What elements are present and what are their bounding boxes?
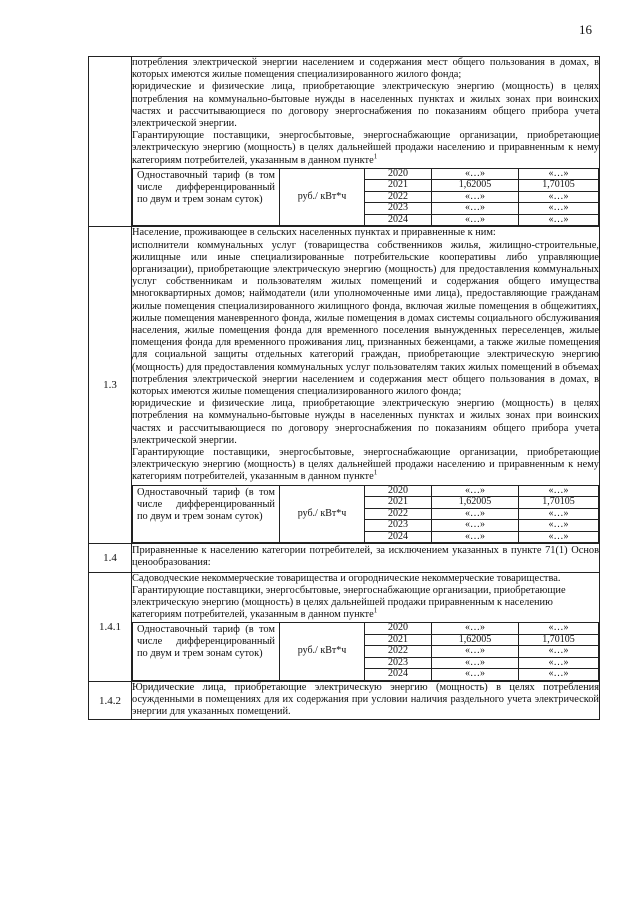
tariff-year: 2020: [365, 485, 432, 497]
tariff-value-1: «…»: [432, 203, 519, 215]
tariff-value-1: «…»: [432, 520, 519, 532]
tariff-subtable: [132, 485, 599, 544]
page-number: 16: [579, 22, 592, 37]
row-content: [132, 227, 600, 544]
table-row-1-4-2: [89, 681, 600, 720]
tariff-year: 2022: [365, 646, 432, 658]
tariff-value-1: «…»: [432, 623, 519, 635]
tariff-value-1: 1,62005: [432, 497, 519, 509]
tariff-subtable: [132, 622, 599, 681]
tariff-description: Одноставочный тариф (в том числе дифференцированный по двум и трем зонам суток): [133, 623, 280, 681]
tariff-year: 2022: [365, 508, 432, 520]
row-number: 1.4.2: [89, 681, 132, 720]
tariff-value-1: 1,62005: [432, 634, 519, 646]
paragraph: Юридические лица, приобретающие электрическую энергию (мощность) в целях потребления осужденными в помещениях для их содержания при условии наличия раздельного учета электрической энергии для указанных помещений.: [132, 681, 599, 718]
paragraph: Приравненные к населению категории потребителей, за исключением указанных в пункте 71(1) Основ ценообразования:: [132, 545, 599, 569]
paragraph: юридические и физические лица, приобретающие электрическую энергию (мощность) в целях потребления на коммунально-бытовые нужды в населенных пунктах и жилых зонах при воинских частях и рассчитывающиеся по договору энергоснабжения по показаниям общего прибора учета электрической энергии.: [132, 81, 599, 130]
tariff-description: Одноставочный тариф (в том числе дифференцированный по двум и трем зонам суток): [133, 485, 280, 543]
tariff-value-1: «…»: [432, 214, 519, 226]
tariff-value-1: «…»: [432, 508, 519, 520]
tariff-value-2: «…»: [519, 657, 599, 669]
table-row-1-3: [89, 227, 600, 544]
tariff-row: [133, 623, 599, 635]
tariff-value-1: «…»: [432, 646, 519, 658]
table-row-1-4: [89, 544, 600, 572]
paragraph: Гарантирующие поставщики, энергосбытовые, энергоснабжающие организации, приобретающие электрическую энергию (мощность) в целях дальнейшей продажи населению и приравненным к нему категориям потребителей, указанным в данном пункте$^1$: [132, 130, 599, 166]
row-content: [132, 572, 600, 681]
paragraph: Население, проживающее в сельских населенных пунктах и приравненные к ним:: [132, 227, 496, 239]
tariff-value-1: «…»: [432, 485, 519, 497]
tariff-value-2: «…»: [519, 485, 599, 497]
tariff-value-1: «…»: [432, 191, 519, 203]
paragraph: потребления электрической энергии населением и содержания мест общего пользования в домах, в которых имеются жилые помещения специализированного жилого фонда;: [132, 57, 599, 81]
tariff-year: 2020: [365, 168, 432, 180]
tariff-value-1: «…»: [432, 669, 519, 681]
tariff-document-table: [88, 56, 600, 720]
row-number: 1.4: [89, 544, 132, 572]
tariff-subtable: [132, 168, 599, 227]
tariff-row: [133, 168, 599, 180]
row-number-cell: [89, 57, 132, 227]
row-number: 1.4.1: [89, 572, 132, 681]
paragraph: исполнители коммунальных услуг (товарищества собственников жилья, жилищно-строительные, жилищные или иные специализированные потребительские кооперативы либо управляющие организации), приобретающие электрическую энергию (мощность) для предоставления коммунальных услуг собственникам и пользователям жилых помещений и содержания общего имущества многоквартирных домов; наймодатели (или уполномоченные ими лица), предоставляющие гражданам жилые помещения специализированного жилищного фонда, включая жилые помещения в общежитиях, жилые помещения маневренного фонда, жилые помещения в домах системы социального обслуживания населения, жилые помещения фонда для временного поселения вынужденных переселенцев, жилые помещения фонда для временного проживания лиц, признанных беженцами, а также жилые помещения для социальной защиты отдельных категорий граждан, приобретающие электрическую энергию (мощность) для предоставления коммунальных услуг пользователям таких жилых помещений в объемах потребления электрической энергии населением и содержания мест общего пользования в домах, в которых имеются жилые помещения специализированного жилого фонда;: [132, 239, 599, 397]
tariff-year: 2021: [365, 634, 432, 646]
tariff-value-2: «…»: [519, 203, 599, 215]
tariff-year: 2021: [365, 180, 432, 192]
tariff-value-1: «…»: [432, 531, 519, 543]
tariff-unit: руб./ кВт*ч: [280, 485, 365, 543]
paragraph: Садоводческие некоммерческие товарищества и огороднические некоммерческие товарищества.: [132, 572, 561, 584]
paragraph: юридические и физические лица, приобретающие электрическую энергию (мощность) в целях потребления на коммунально-бытовые нужды в населенных пунктах и жилых зонах при воинских частях и рассчитывающиеся по договору энергоснабжения по показаниям общего прибора учета электрической энергии.: [132, 398, 599, 446]
paragraph: Гарантирующие поставщики, энергосбытовые, энергоснабжающие организации, приобретающие электрическую энергию (мощность) в целях дальнейшей продажи приравненным к населению категориям потребителей, указанным в данном пункте$^1$: [132, 584, 566, 621]
tariff-value-2: 1,70105: [519, 634, 599, 646]
tariff-value-2: 1,70105: [519, 180, 599, 192]
footnote-mark: 1: [373, 606, 378, 615]
tariff-value-2: «…»: [519, 669, 599, 681]
tariff-value-2: «…»: [519, 168, 599, 180]
tariff-year: 2024: [365, 531, 432, 543]
tariff-year: 2024: [365, 669, 432, 681]
tariff-value-2: «…»: [519, 646, 599, 658]
tariff-value-2: 1,70105: [519, 497, 599, 509]
row-number: 1.3: [89, 227, 132, 544]
tariff-year: 2023: [365, 520, 432, 532]
tariff-value-2: «…»: [519, 191, 599, 203]
table-row-continuation: [89, 57, 600, 227]
tariff-year: 2022: [365, 191, 432, 203]
tariff-value-1: «…»: [432, 168, 519, 180]
tariff-year: 2021: [365, 497, 432, 509]
tariff-year: 2020: [365, 623, 432, 635]
tariff-value-1: «…»: [432, 657, 519, 669]
table-row-1-4-1: [89, 572, 600, 681]
row-content: [132, 544, 600, 572]
tariff-description: Одноставочный тариф (в том числе дифференцированный по двум и трем зонам суток): [133, 168, 280, 226]
tariff-value-2: «…»: [519, 623, 599, 635]
tariff-row: [133, 485, 599, 497]
tariff-year: 2024: [365, 214, 432, 226]
tariff-unit: руб./ кВт*ч: [280, 623, 365, 681]
tariff-unit: руб./ кВт*ч: [280, 168, 365, 226]
tariff-year: 2023: [365, 203, 432, 215]
row-content: [132, 681, 600, 720]
footnote-mark: 1: [373, 152, 378, 161]
tariff-value-2: «…»: [519, 520, 599, 532]
tariff-value-2: «…»: [519, 214, 599, 226]
paragraph: Гарантирующие поставщики, энергосбытовые, энергоснабжающие организации, приобретающие электрическую энергию (мощность) в целях дальнейшей продажи населению и приравненным к нему категориям потребителей, указанным в данном пункте$^1$: [132, 446, 599, 483]
row-content: [132, 57, 600, 227]
tariff-value-1: 1,62005: [432, 180, 519, 192]
tariff-value-2: «…»: [519, 508, 599, 520]
tariff-year: 2023: [365, 657, 432, 669]
footnote-mark: 1: [373, 468, 378, 477]
tariff-value-2: «…»: [519, 531, 599, 543]
